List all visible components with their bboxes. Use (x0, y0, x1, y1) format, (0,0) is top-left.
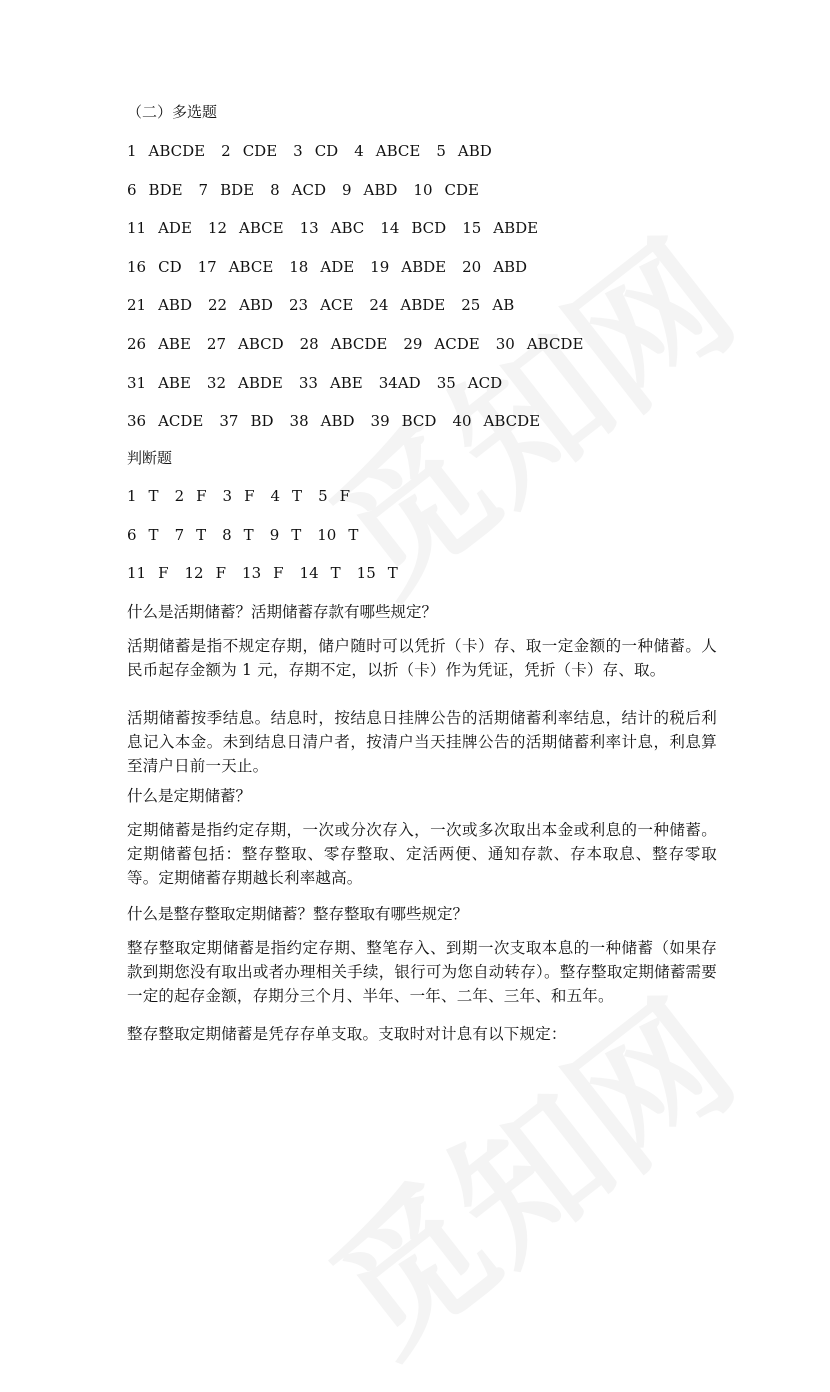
paragraph-lump-sum-savings: 整存整取定期储蓄是指约定存期、整笔存入、到期一次支取本息的一种储蓄（如果存款到期您没有取出或者办理相关手续，银行可为您自动转存）。整存整取定期储蓄需要一定的起存金额，存期分三个月、半年、一年、二年、三年、和五年。 (127, 939, 717, 1005)
answer-value: ABCE (375, 142, 421, 160)
question-number: 24 (369, 296, 389, 315)
answer-value: ABCE (239, 219, 284, 238)
answer-value: ABD (320, 412, 355, 431)
question-number: 28 (299, 335, 319, 353)
multi-choice-row (127, 334, 599, 354)
question-number: 9 (269, 525, 280, 544)
question-number: 9 (341, 180, 352, 199)
judge-row (127, 563, 414, 583)
answer-value: BDE (148, 180, 183, 199)
answer-value: T (148, 487, 159, 505)
answer-value: ACD (467, 373, 503, 392)
answer-value: T (148, 525, 159, 544)
answer-value: T (243, 525, 254, 544)
answer-value: ACDE (434, 335, 480, 353)
question-number: 14 (299, 564, 319, 582)
paragraph-lump-sum-withdrawal: 整存整取定期储蓄是凭存存单支取。支取时对计息有以下规定： (127, 1025, 567, 1043)
answer-value: BDE (220, 180, 255, 199)
question-number: 2 (221, 142, 231, 160)
answer-value: CD (158, 257, 182, 276)
question-number: 19 (370, 257, 390, 276)
question-number: 6 (127, 180, 137, 199)
answer-value: AB (492, 296, 515, 315)
question-number: 18 (289, 257, 309, 276)
answer-value: T (291, 525, 302, 544)
question-number: 22 (207, 296, 228, 315)
answer-value: CDE (444, 180, 479, 199)
answer-value: ABDE (493, 219, 539, 238)
question-number: 37 (219, 412, 239, 431)
answer-value: ABCE (228, 257, 274, 276)
question-number: 10 (317, 525, 337, 544)
multi-choice-row (127, 257, 543, 277)
watermark-lower (281, 944, 769, 1391)
answer-value: ACDE (158, 412, 204, 431)
question-number: 40 (452, 412, 472, 431)
answer-value: CDE (242, 142, 278, 160)
answer-value: ABDE (401, 257, 447, 276)
question-number: 15 (356, 564, 376, 582)
answer-value: ACD (291, 180, 326, 199)
multi-choice-row (127, 411, 556, 431)
answer-value: F (158, 564, 169, 582)
question-number: 12 (207, 219, 227, 238)
question-number: 12 (184, 564, 204, 582)
answer-value: T (292, 487, 303, 505)
answer-value: ABD (457, 142, 492, 160)
question-number: 34AD (378, 373, 421, 392)
answer-value: F (215, 564, 227, 582)
question-number: 8 (222, 525, 232, 544)
question-number: 1 (127, 487, 137, 505)
question-number: 29 (403, 335, 423, 353)
question-number: 36 (127, 412, 147, 431)
question-number: 1 (127, 142, 137, 160)
judge-heading: 判断题 (127, 449, 173, 467)
answer-value: T (196, 525, 207, 544)
question-number: 25 (461, 296, 481, 315)
answer-value: ABD (493, 257, 528, 276)
multi-choice-heading: （二）多选题 (127, 103, 218, 121)
question-number: 13 (242, 564, 262, 582)
question-number: 26 (127, 335, 147, 353)
answer-value: ABCDE (330, 335, 388, 353)
answer-value: ABDE (238, 373, 283, 392)
question-current-savings: 什么是活期储蓄？活期储蓄存款有哪些规定？ (127, 603, 438, 621)
question-number: 33 (298, 373, 318, 392)
question-number: 11 (127, 564, 147, 582)
answer-value: ADE (158, 219, 192, 238)
question-number: 17 (197, 257, 217, 276)
question-number: 7 (174, 525, 185, 544)
question-number: 16 (127, 257, 147, 276)
question-number: 38 (289, 412, 309, 431)
multi-choice-row (127, 295, 530, 315)
answer-value: F (339, 487, 351, 505)
answer-value: ABC (330, 219, 365, 238)
question-number: 14 (380, 219, 400, 238)
answer-value: T (387, 564, 398, 582)
question-number: 4 (354, 142, 364, 160)
question-number: 5 (436, 142, 446, 160)
answer-value: ABCDE (483, 412, 541, 431)
question-number: 7 (198, 180, 209, 199)
question-fixed-savings: 什么是定期储蓄？ (127, 787, 252, 805)
question-number: 27 (206, 335, 226, 353)
answer-value: ACE (320, 296, 354, 315)
question-number: 35 (436, 373, 456, 392)
answer-value: F (196, 487, 207, 505)
judge-row (127, 486, 366, 506)
judge-row (127, 525, 374, 545)
question-number: 3 (222, 487, 233, 505)
question-number: 15 (462, 219, 482, 238)
answer-value: CD (314, 142, 339, 160)
answer-value: F (273, 564, 284, 582)
paragraph-current-savings-interest: 活期储蓄按季结息。结息时，按结息日挂牌公告的活期储蓄利率结息，结计的税后利息记入本金。未到结息日清户者，按清户当天挂牌公告的活期储蓄利率计息，利息算至清户日前一天止。 (127, 709, 717, 775)
question-number: 3 (293, 142, 303, 160)
question-number: 6 (127, 525, 137, 544)
multi-choice-row (127, 180, 495, 200)
answer-value: ABDE (400, 296, 446, 315)
answer-value: ABE (329, 373, 363, 392)
answer-value: ABD (239, 296, 273, 315)
question-number: 31 (127, 373, 147, 392)
answer-value: ABCDE (148, 142, 206, 160)
question-number: 11 (127, 219, 147, 238)
question-number: 5 (318, 487, 328, 505)
answer-value: ABCDE (526, 335, 584, 353)
answer-value: ABCD (238, 335, 284, 353)
question-number: 4 (270, 487, 281, 505)
multi-choice-row (127, 218, 554, 238)
answer-value: T (348, 525, 359, 544)
answer-value: ABD (158, 296, 192, 315)
question-number: 20 (462, 257, 482, 276)
answer-value: ADE (320, 257, 355, 276)
question-number: 23 (288, 296, 309, 315)
question-number: 39 (370, 412, 390, 431)
answer-value: ABE (158, 373, 191, 392)
question-number: 13 (299, 219, 319, 238)
answer-value: T (330, 564, 341, 582)
question-number: 10 (413, 180, 433, 199)
paragraph-current-savings-definition: 活期储蓄是指不规定存期，储户随时可以凭折（卡）存、取一定金额的一种储蓄。人民币起存金额为 1 元，存期不定，以折（卡）作为凭证，凭折（卡）存、取。 (127, 637, 717, 679)
question-number: 32 (206, 373, 226, 392)
question-number: 2 (174, 487, 185, 505)
answer-value: ABE (158, 335, 191, 353)
question-number: 21 (127, 296, 147, 315)
answer-value: F (244, 487, 255, 505)
multi-choice-row (127, 141, 508, 161)
answer-value: BD (250, 412, 274, 431)
answer-value: BCD (401, 412, 437, 431)
multi-choice-row (127, 373, 518, 393)
question-number: 8 (270, 180, 280, 199)
answer-value: ABD (363, 180, 398, 199)
answer-value: BCD (411, 219, 447, 238)
question-lump-sum-savings: 什么是整存整取定期储蓄？整存整取有哪些规定？ (127, 905, 469, 923)
question-number: 30 (495, 335, 515, 353)
paragraph-fixed-savings: 定期储蓄是指约定存期，一次或分次存入，一次或多次取出本金或利息的一种储蓄。定期储蓄包括：整存整取、零存整取、定活两便、通知存款、存本取息、整存零取等。定期储蓄存期越长利率越高。 (127, 821, 717, 887)
